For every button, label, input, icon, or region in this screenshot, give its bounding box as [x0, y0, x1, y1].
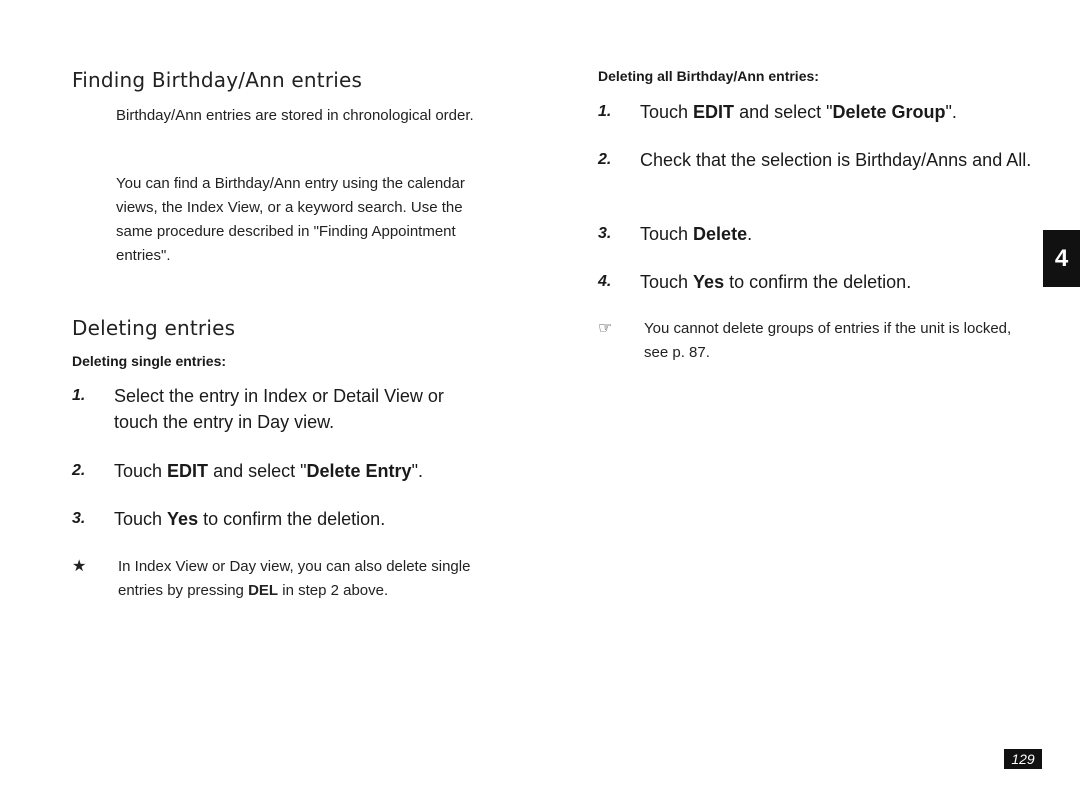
pointing-hand-icon: ☞ — [598, 320, 613, 337]
step-number: 1. — [72, 387, 86, 404]
step-number: 3. — [72, 510, 86, 527]
single-step-1 — [72, 383, 472, 435]
subheading-single: Deleting single entries: — [72, 353, 227, 369]
step-text: Touch Delete. — [640, 224, 753, 244]
note-text: You cannot delete groups of entries if the unit is locked, see p. 87. — [644, 320, 1012, 361]
yes-keyword: Yes — [167, 509, 199, 529]
step-number: 2. — [72, 462, 86, 479]
delete-entry-keyword: Delete Entry — [306, 461, 412, 481]
step-number: 3. — [598, 225, 612, 242]
locked-note — [598, 317, 1018, 365]
group-step-1 — [598, 99, 1038, 125]
step-number: 4. — [598, 273, 612, 290]
step-text: Touch Yes to confirm the deletion. — [114, 509, 386, 529]
step-number: 2. — [598, 151, 612, 168]
section-heading-finding: Finding Birthday/Ann entries — [72, 68, 363, 92]
finding-paragraph-1: Birthday/Ann entries are stored in chronological order. — [116, 107, 474, 124]
single-step-3 — [72, 506, 492, 532]
single-step-2 — [72, 458, 492, 484]
star-icon: ★ — [72, 558, 87, 575]
delete-group-keyword: Delete Group — [832, 102, 946, 122]
edit-keyword: EDIT — [167, 461, 209, 481]
page-number: 129 — [1004, 749, 1042, 769]
step-text: Touch EDIT and select "Delete Group". — [640, 102, 957, 122]
finding-paragraph-2: You can find a Birthday/Ann entry using the calendar views, the Index View, or a keyword search. Use the same procedure described in "Finding Appointment entries". — [116, 175, 465, 264]
edit-keyword: EDIT — [693, 102, 735, 122]
group-step-2 — [598, 147, 1038, 173]
step-text: Touch Yes to confirm the deletion. — [640, 272, 912, 292]
step-text: Check that the selection is Birthday/Anns and All. — [640, 150, 1032, 170]
subheading-all: Deleting all Birthday/Ann entries: — [598, 68, 819, 84]
yes-keyword: Yes — [693, 272, 725, 292]
step-number: 1. — [598, 103, 612, 120]
chapter-tab: 4 — [1043, 230, 1080, 287]
group-step-4 — [598, 269, 1038, 295]
tip-note — [72, 555, 492, 603]
del-keyword: DEL — [248, 582, 279, 599]
step-text: Touch EDIT and select "Delete Entry". — [114, 461, 423, 481]
tip-text: In Index View or Day view, you can also delete single entries by pressing DEL in step 2 above. — [118, 558, 471, 599]
delete-keyword: Delete — [693, 224, 748, 244]
section-heading-deleting: Deleting entries — [72, 316, 236, 340]
step-text: Select the entry in Index or Detail View or touch the entry in Day view. — [114, 386, 444, 432]
group-step-3 — [598, 221, 1038, 247]
